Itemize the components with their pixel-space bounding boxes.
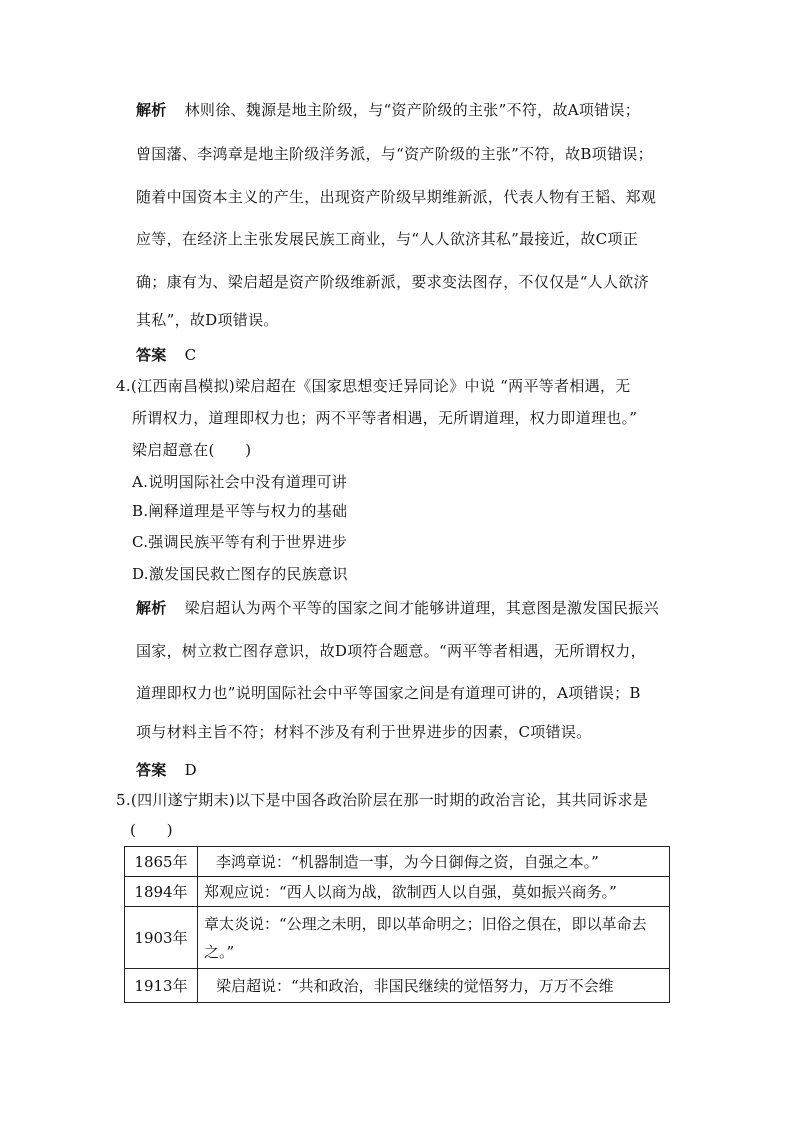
table-row [125, 907, 670, 969]
analysis-label: 解析 [136, 599, 167, 617]
quote-cell: 郑观应说：“西人以商为战，欲制西人以自强，莫如振兴商务。” [198, 877, 670, 907]
q3-analysis-line-2: 曾国藩、李鸿章是地主阶级洋务派，与“资产阶级的主张”不符，故B项错误； [136, 145, 653, 163]
q3-analysis-line-3: 随着中国资本主义的产生，出现资产阶级早期维新派，代表人物有王韬、郑观 [136, 188, 657, 206]
year-cell: 1903年 [125, 907, 198, 969]
table-row [125, 877, 670, 907]
q4-option-b: B.阐释道理是平等与权力的基础 [132, 502, 348, 520]
q4-analysis-line-1: 解析 梁启超认为两个平等的国家之间才能够讲道理，其意图是激发国民振兴 [136, 599, 659, 617]
q5-stem-line-1: 5.(四川遂宁期末)以下是中国各政治阶层在那一时期的政治言论，其共同诉求是 [116, 791, 649, 809]
q5-stem-line-2: ( ) [130, 821, 173, 839]
q4-stem-line-1: 4.(江西南昌模拟)梁启超在《国家思想变迁异同论》中说 “两平等者相遇，无 [116, 377, 631, 395]
quote-cell: 梁启超说：“共和政治，非国民继续的觉悟努力，万万不会维 [198, 969, 670, 1003]
q4-analysis-line-3: 道理即权力也”说明国际社会中平等国家之间是有道理可讲的，A项错误；B [136, 684, 641, 702]
q4-option-d: D.激发国民救亡图存的民族意识 [132, 565, 348, 583]
q3-answer [136, 345, 196, 365]
q4-option-a: A.说明国际社会中没有道理可讲 [132, 473, 348, 491]
year-cell: 1865年 [125, 847, 198, 877]
answer-label: 答案 [136, 346, 167, 364]
q4-stem-line-3: 梁启超意在( ) [132, 441, 252, 459]
q4-answer-value: D [184, 761, 197, 779]
q4-option-c: C.强调民族平等有利于世界进步 [132, 533, 348, 551]
answer-label: 答案 [136, 761, 167, 779]
q3-analysis-line-5: 确；康有为、梁启超是资产阶级维新派，要求变法图存，不仅仅是“人人欲济 [136, 273, 649, 291]
q3-answer-value: C [184, 346, 197, 364]
q3-analysis-line-1: 解析 林则徐、魏源是地主阶级，与“资产阶级的主张”不符，故A项错误； [136, 101, 641, 119]
year-cell: 1913年 [125, 969, 198, 1003]
table-row [125, 847, 670, 877]
q4-answer [136, 760, 197, 780]
quote-cell: 章太炎说：“公理之未明，即以革命明之；旧俗之俱在，即以革命去之。” [198, 907, 670, 969]
analysis-label: 解析 [136, 101, 167, 119]
source-table [124, 846, 670, 1003]
year-cell: 1894年 [125, 877, 198, 907]
q4-stem-line-2: 所谓权力，道理即权力也；两不平等者相遇，无所谓道理，权力即道理也。” [132, 409, 638, 427]
table-row [125, 969, 670, 1003]
q3-analysis-line-4: 应等，在经济上主张发展民族工商业，与“人人欲济其私”最接近，故C项正 [136, 230, 639, 248]
quote-cell: 李鸿章说：“机器制造一事，为今日御侮之资，自强之本。” [198, 847, 670, 877]
q4-analysis-line-4: 项与材料主旨不符；材料不涉及有利于世界进步的因素，C项错误。 [136, 723, 592, 741]
q3-analysis-line-6: 其私”，故D项错误。 [136, 311, 279, 329]
q4-analysis-line-2: 国家，树立救亡图存意识，故D项符合题意。“两平等者相遇，无所谓权力， [136, 642, 646, 660]
